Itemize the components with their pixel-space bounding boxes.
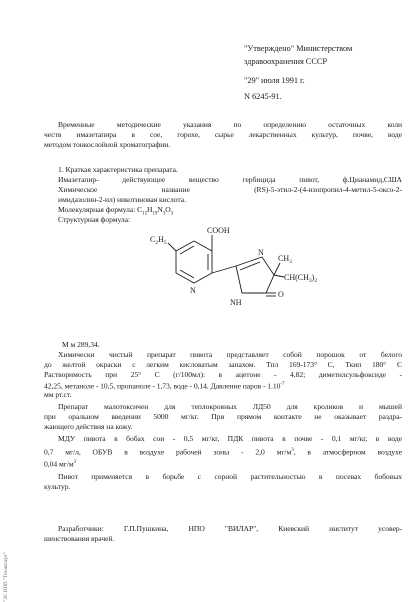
approval-date: "29" июля 1991 г. xyxy=(244,76,305,85)
methyl-bond xyxy=(274,263,280,275)
p4-line-1: Пивот применяется в борьбе с сорной растительностью в посевах бобовых xyxy=(58,472,402,481)
p1-line-1: Химически чистый препарат пивота представляет собой порошок от белого xyxy=(58,350,402,359)
molecular-formula: Молекулярная формула: $С_{15}Н_{19}N_3O_3$ xyxy=(58,205,174,217)
ethyl-bond xyxy=(168,243,176,251)
section-line-2: Химическое название (RS)-5-этил-2-(4-изопропил-4-метил-5-оксо-2- xyxy=(58,185,402,194)
document-number: N 6245-91. xyxy=(244,92,282,101)
cooh-label: COOH xyxy=(207,226,230,235)
pyridine-n-label: N xyxy=(190,286,196,295)
ethyl-label: $C_2H_5$ xyxy=(150,235,167,246)
approval-line: "Утверждено" Министерством xyxy=(244,44,353,53)
p2-line-2: при оральном введении 5000 мг/кг. При прямом контакте не оказывает раздра- xyxy=(44,412,402,421)
p3-line-2: 0,7 мг/л, ОБУВ в воздухе рабочей зоны - 2,0 $мг/м^3$, в атмосферном воздухе xyxy=(44,447,403,457)
imidazolinone-ring xyxy=(236,257,274,293)
section-line-1: Имазетапир- действующее вещество гербицида пивот, ф.Цианамид,США xyxy=(58,175,402,184)
p1-line-4: 42,25, метаноле - 10,5, пропаноле - 1,73, воде - 0,14. Давление паров - $1.10^{-7}$ xyxy=(44,381,285,391)
molecular-weight: М м 289,34. xyxy=(62,340,100,349)
footer-developers-line-2: шенствования врачей. xyxy=(44,534,115,543)
title-line-3: методом тонкослойной хроматографии. xyxy=(44,140,171,149)
methyl-label: $CH_3$ xyxy=(278,254,292,265)
structural-formula-diagram xyxy=(150,223,350,315)
p4-line-2: культур. xyxy=(44,482,71,491)
structural-formula-label: Структурная формула: xyxy=(58,215,131,224)
section-line-3: имидазолин-2-ил) никотиновая кислота. xyxy=(58,195,186,204)
p3-line-3: 0,04 $мг/м^3$ xyxy=(44,459,77,469)
p2-line-1: Препарат малотоксичен для теплокровных ЛД50 для кроликов и мышей xyxy=(58,402,402,411)
ring-link-bond xyxy=(212,266,236,273)
imidazolinone-n-label: N xyxy=(258,248,264,257)
p2-line-3: жающего действия на кожу. xyxy=(44,422,133,431)
title-line-1: Временные методические указания по определению остаточных коли xyxy=(58,120,402,129)
nh-label: NH xyxy=(230,298,242,307)
isopropyl-bond xyxy=(274,275,284,277)
p1-line-2: до желтой окраски с легким кисловатым запахом. Тпл 169-173° С, Ткип 180° С xyxy=(44,360,402,369)
ministry-line: здравоохранения СССР xyxy=(244,57,328,66)
pyridine-ring xyxy=(176,241,212,283)
section-heading: 1. Краткая характеристика препарата. xyxy=(58,165,178,174)
margin-stamp: "ЭС НПП "Техэксперт" xyxy=(4,552,9,602)
oxo-label: O xyxy=(278,290,284,299)
p1-line-3: Растворимость при 25° С (г/100мл): в ацетоне - 4,82; диметилсульфоксиде - xyxy=(44,370,402,379)
p1-line-5: мм рт.ст. xyxy=(44,390,72,399)
p3-line-1: МДУ пивота в бобах сои - 0,5 мг/кг, ПДК пивота в почве - 0,1 мг/кг, в воде xyxy=(58,434,402,443)
footer-developers-line-1: Разработчики: Г.П.Пушкина, НПО "ВИЛАР", Киевский институт усовер- xyxy=(58,524,402,533)
isopropyl-label: $CH(CH_3)_2$ xyxy=(284,273,318,284)
title-line-2: честв имазетапира в сое, горохе, сырье лекарственных культур, почве, воде xyxy=(44,130,402,139)
